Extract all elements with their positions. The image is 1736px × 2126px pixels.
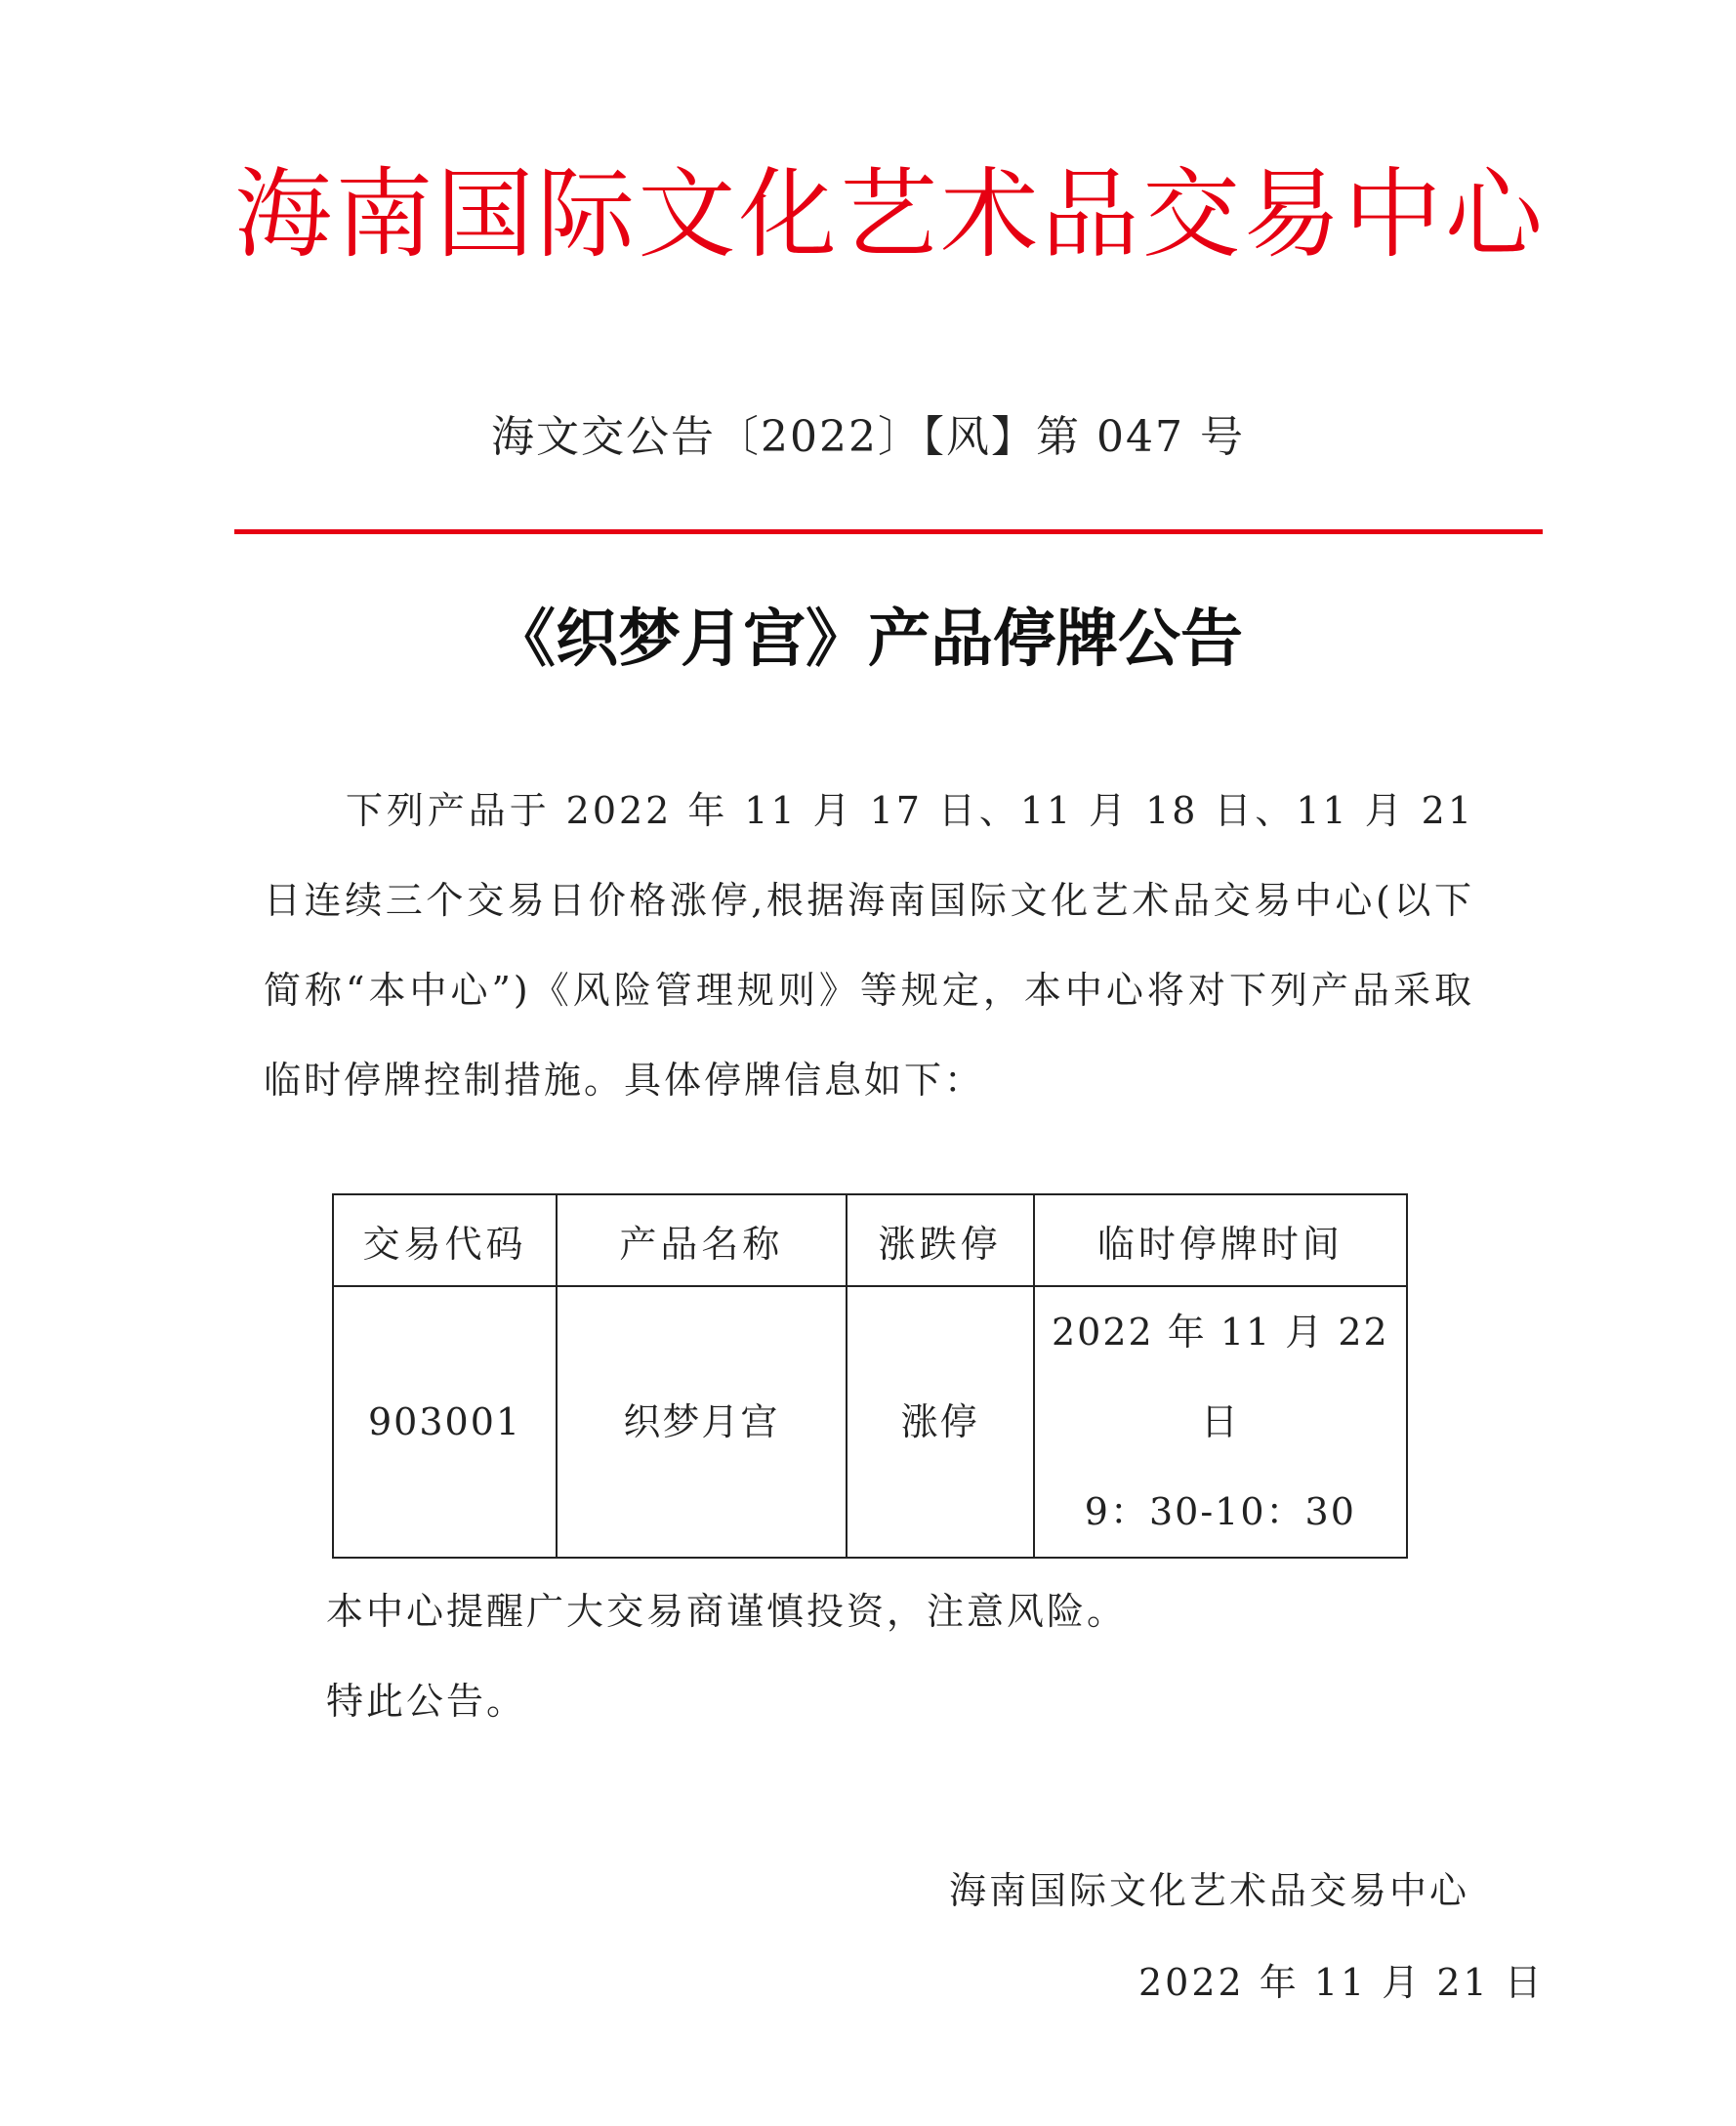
letterhead-char: 海 bbox=[234, 157, 332, 271]
document-number: 海文交公告〔2022〕【风】第 047 号 bbox=[491, 412, 1245, 462]
issuer-letterhead bbox=[234, 146, 1543, 283]
letterhead-char: 心 bbox=[1444, 157, 1543, 271]
cell-trade-code: 903001 bbox=[333, 1286, 557, 1558]
letterhead-char: 术 bbox=[940, 157, 1039, 271]
letterhead-char: 艺 bbox=[839, 157, 937, 271]
letterhead-char: 际 bbox=[536, 157, 635, 271]
suspension-date: 2022 年 11 月 22 日 bbox=[1051, 1311, 1389, 1443]
letterhead-char: 易 bbox=[1243, 157, 1342, 271]
suspension-table bbox=[332, 1193, 1408, 1559]
table-header-row bbox=[333, 1194, 1407, 1286]
letterhead-char: 中 bbox=[1343, 157, 1442, 271]
notice-title: 《织梦月宫》产品停牌公告 bbox=[493, 603, 1243, 676]
header-suspension-time: 临时停牌时间 bbox=[1034, 1194, 1407, 1286]
cell-product-name: 织梦月宫 bbox=[557, 1286, 847, 1558]
letterhead-char: 文 bbox=[638, 157, 736, 271]
body-paragraph: 下列产品于 2022 年 11 月 17 日、11 月 18 日、11 月 21 日连续三个交易日价格涨停,根据海南国际文化艺术品交易中心(以下简称“本中心”)《风险管理规则》等规定，本中心将对下列产品采取临时停牌控制措施。具体停牌信息如下： bbox=[264, 789, 1474, 1102]
table-row bbox=[333, 1286, 1407, 1558]
letterhead-char: 南 bbox=[335, 157, 434, 271]
cell-price-limit: 涨停 bbox=[847, 1286, 1034, 1558]
header-price-limit: 涨跌停 bbox=[847, 1194, 1034, 1286]
header-trade-code: 交易代码 bbox=[333, 1194, 557, 1286]
signature-date: 2022 年 11 月 21 日 bbox=[1138, 1961, 1545, 2004]
suspension-time-range: 9：30-10：30 bbox=[1084, 1490, 1356, 1533]
closing-statement: 特此公告。 bbox=[326, 1680, 527, 1723]
cell-suspension-time bbox=[1034, 1286, 1407, 1558]
letterhead-char: 交 bbox=[1141, 157, 1240, 271]
letterhead-char: 品 bbox=[1041, 157, 1139, 271]
signature-organization: 海南国际文化艺术品交易中心 bbox=[949, 1869, 1470, 1912]
red-divider-line bbox=[234, 529, 1543, 534]
letterhead-char: 化 bbox=[738, 157, 837, 271]
letterhead-char: 国 bbox=[435, 157, 534, 271]
risk-reminder: 本中心提醒广大交易商谨慎投资，注意风险。 bbox=[326, 1590, 1128, 1633]
header-product-name: 产品名称 bbox=[557, 1194, 847, 1286]
